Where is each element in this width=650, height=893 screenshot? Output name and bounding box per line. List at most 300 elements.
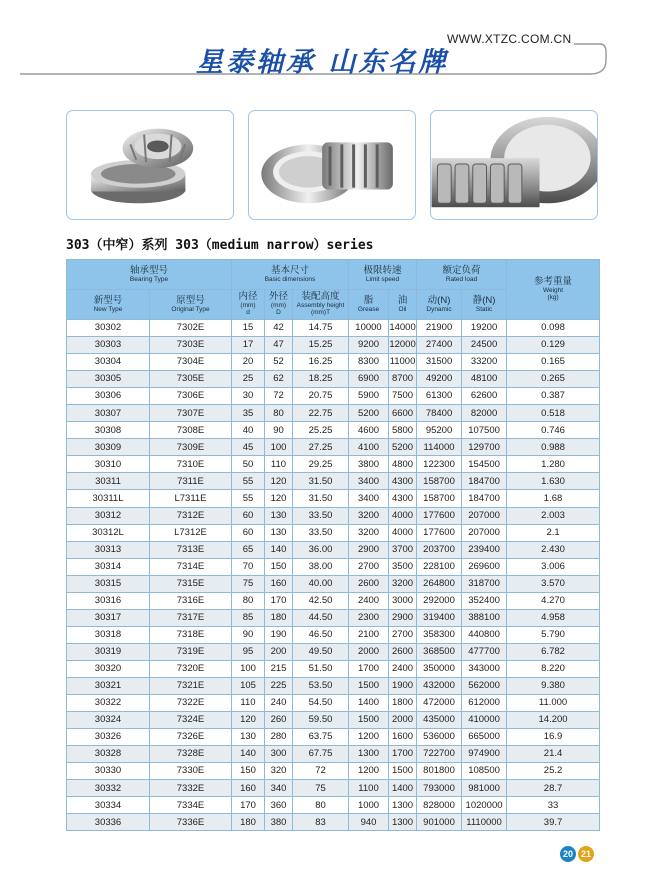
cell-outer-diameter: 360 — [265, 797, 293, 814]
cell-weight: 8.220 — [507, 660, 600, 677]
cell-grease-speed: 10000 — [349, 320, 389, 337]
cell-outer-diameter: 62 — [265, 371, 293, 388]
cell-weight: 0.746 — [507, 422, 600, 439]
cell-oil-speed: 14000 — [389, 320, 417, 337]
cell-dynamic-load: 114000 — [417, 439, 462, 456]
cell-outer-diameter: 42 — [265, 320, 293, 337]
cell-assembly-height: 72 — [293, 763, 349, 780]
cell-original-type: 7336E — [150, 814, 232, 831]
table-row — [67, 592, 600, 609]
cell-inner-diameter: 180 — [232, 814, 265, 831]
cell-new-type: 30326 — [67, 729, 150, 746]
cell-oil-speed: 12000 — [389, 337, 417, 354]
table-row — [67, 541, 600, 558]
cell-static-load: 24500 — [462, 337, 507, 354]
cell-outer-diameter: 130 — [265, 507, 293, 524]
cell-weight: 1.68 — [507, 490, 600, 507]
cell-weight: 4.270 — [507, 592, 600, 609]
brand-title: 星泰轴承 山东名牌 — [196, 47, 449, 78]
cell-new-type: 30324 — [67, 712, 150, 729]
table-row — [67, 422, 600, 439]
cell-oil-speed: 4300 — [389, 490, 417, 507]
table-row — [67, 729, 600, 746]
cell-assembly-height: 80 — [293, 797, 349, 814]
header-limit-speed: 极限转速 Limit speed — [349, 260, 417, 290]
table-row — [67, 439, 600, 456]
cell-static-load: 107500 — [462, 422, 507, 439]
cell-dynamic-load: 78400 — [417, 405, 462, 422]
cell-outer-diameter: 180 — [265, 609, 293, 626]
cell-dynamic-load: 793000 — [417, 780, 462, 797]
table-row — [67, 643, 600, 660]
cell-dynamic-load: 158700 — [417, 473, 462, 490]
cell-outer-diameter: 280 — [265, 729, 293, 746]
cell-grease-speed: 3200 — [349, 507, 389, 524]
cell-assembly-height: 53.50 — [293, 677, 349, 694]
cell-weight: 4.958 — [507, 609, 600, 626]
cell-weight: 2.1 — [507, 524, 600, 541]
cell-dynamic-load: 49200 — [417, 371, 462, 388]
cell-original-type: 7304E — [150, 354, 232, 371]
cell-new-type: 30311L — [67, 490, 150, 507]
cell-assembly-height: 51.50 — [293, 660, 349, 677]
cell-new-type: 30319 — [67, 643, 150, 660]
header-outer-diameter: 外径 (mm) D — [265, 290, 293, 320]
cell-grease-speed: 8300 — [349, 354, 389, 371]
cell-static-load: 352400 — [462, 592, 507, 609]
cell-assembly-height: 31.50 — [293, 490, 349, 507]
cell-outer-diameter: 170 — [265, 592, 293, 609]
table-row — [67, 780, 600, 797]
cell-assembly-height: 49.50 — [293, 643, 349, 660]
cell-outer-diameter: 80 — [265, 405, 293, 422]
cell-outer-diameter: 215 — [265, 660, 293, 677]
table-row — [67, 405, 600, 422]
header-new-type: 新型号 New Type — [67, 290, 150, 320]
table-row — [67, 371, 600, 388]
header-rated-load: 额定负荷 Rated load — [417, 260, 507, 290]
cell-dynamic-load: 901000 — [417, 814, 462, 831]
cell-oil-speed: 5200 — [389, 439, 417, 456]
cell-original-type: 7332E — [150, 780, 232, 797]
cell-outer-diameter: 340 — [265, 780, 293, 797]
cell-inner-diameter: 55 — [232, 490, 265, 507]
cell-grease-speed: 1100 — [349, 780, 389, 797]
cell-oil-speed: 1800 — [389, 695, 417, 712]
cell-new-type: 30320 — [67, 660, 150, 677]
cell-inner-diameter: 70 — [232, 558, 265, 575]
cell-oil-speed: 1700 — [389, 746, 417, 763]
cell-outer-diameter: 260 — [265, 712, 293, 729]
cell-grease-speed: 940 — [349, 814, 389, 831]
cell-inner-diameter: 105 — [232, 677, 265, 694]
cell-inner-diameter: 80 — [232, 592, 265, 609]
cell-new-type: 30308 — [67, 422, 150, 439]
cell-weight: 33 — [507, 797, 600, 814]
cell-grease-speed: 2000 — [349, 643, 389, 660]
cell-inner-diameter: 170 — [232, 797, 265, 814]
cell-dynamic-load: 122300 — [417, 456, 462, 473]
cell-grease-speed: 2700 — [349, 558, 389, 575]
cell-original-type: 7318E — [150, 626, 232, 643]
table-row — [67, 456, 600, 473]
cell-assembly-height: 44.50 — [293, 609, 349, 626]
cell-inner-diameter: 60 — [232, 507, 265, 524]
cell-dynamic-load: 27400 — [417, 337, 462, 354]
cell-original-type: 7314E — [150, 558, 232, 575]
cell-dynamic-load: 435000 — [417, 712, 462, 729]
cell-new-type: 30332 — [67, 780, 150, 797]
cell-oil-speed: 7500 — [389, 388, 417, 405]
cell-outer-diameter: 225 — [265, 677, 293, 694]
cell-dynamic-load: 177600 — [417, 524, 462, 541]
cell-grease-speed: 2400 — [349, 592, 389, 609]
cell-original-type: 7310E — [150, 456, 232, 473]
cell-static-load: 612000 — [462, 695, 507, 712]
cell-oil-speed: 8700 — [389, 371, 417, 388]
cell-assembly-height: 59.50 — [293, 712, 349, 729]
cell-assembly-height: 25.25 — [293, 422, 349, 439]
cell-grease-speed: 3200 — [349, 524, 389, 541]
cell-oil-speed: 6600 — [389, 405, 417, 422]
cell-static-load: 318700 — [462, 575, 507, 592]
cell-new-type: 30316 — [67, 592, 150, 609]
cell-weight: 3.570 — [507, 575, 600, 592]
cell-grease-speed: 4600 — [349, 422, 389, 439]
cell-static-load: 239400 — [462, 541, 507, 558]
bearing-photo-assembled — [66, 110, 234, 220]
cell-new-type: 30311 — [67, 473, 150, 490]
cell-outer-diameter: 120 — [265, 473, 293, 490]
cell-oil-speed: 1300 — [389, 797, 417, 814]
cell-oil-speed: 1600 — [389, 729, 417, 746]
cell-inner-diameter: 40 — [232, 422, 265, 439]
cell-oil-speed: 4000 — [389, 507, 417, 524]
header-assembly-height: 装配高度 Assembly height (mm)T — [293, 290, 349, 320]
table-row — [67, 677, 600, 694]
cell-grease-speed: 1200 — [349, 763, 389, 780]
cell-static-load: 477700 — [462, 643, 507, 660]
cell-grease-speed: 2600 — [349, 575, 389, 592]
cell-assembly-height: 38.00 — [293, 558, 349, 575]
cell-oil-speed: 3700 — [389, 541, 417, 558]
cell-new-type: 30322 — [67, 695, 150, 712]
cell-assembly-height: 31.50 — [293, 473, 349, 490]
cell-weight: 0.988 — [507, 439, 600, 456]
cell-weight: 2.430 — [507, 541, 600, 558]
cell-inner-diameter: 60 — [232, 524, 265, 541]
cell-dynamic-load: 368500 — [417, 643, 462, 660]
cell-outer-diameter: 90 — [265, 422, 293, 439]
cell-oil-speed: 1400 — [389, 780, 417, 797]
cell-inner-diameter: 20 — [232, 354, 265, 371]
cell-static-load: 184700 — [462, 490, 507, 507]
cell-original-type: 7319E — [150, 643, 232, 660]
cell-grease-speed: 1500 — [349, 712, 389, 729]
cell-static-load: 1110000 — [462, 814, 507, 831]
cell-static-load: 33200 — [462, 354, 507, 371]
table-row — [67, 354, 600, 371]
cell-static-load: 19200 — [462, 320, 507, 337]
cell-weight: 1.280 — [507, 456, 600, 473]
cell-inner-diameter: 110 — [232, 695, 265, 712]
cell-outer-diameter: 200 — [265, 643, 293, 660]
cell-grease-speed: 1500 — [349, 677, 389, 694]
cell-static-load: 562000 — [462, 677, 507, 694]
cell-weight: 2.003 — [507, 507, 600, 524]
cell-outer-diameter: 52 — [265, 354, 293, 371]
cell-original-type: 7334E — [150, 797, 232, 814]
cell-weight: 0.098 — [507, 320, 600, 337]
cell-outer-diameter: 190 — [265, 626, 293, 643]
cell-new-type: 30305 — [67, 371, 150, 388]
cell-assembly-height: 46.50 — [293, 626, 349, 643]
website-url: WWW.XTZC.COM.CN — [447, 32, 572, 46]
cell-inner-diameter: 65 — [232, 541, 265, 558]
cell-new-type: 30312L — [67, 524, 150, 541]
cell-outer-diameter: 47 — [265, 337, 293, 354]
cell-weight: 0.165 — [507, 354, 600, 371]
table-row — [67, 660, 600, 677]
cell-assembly-height: 33.50 — [293, 507, 349, 524]
cell-assembly-height: 27.25 — [293, 439, 349, 456]
cell-static-load: 269600 — [462, 558, 507, 575]
cell-oil-speed: 2000 — [389, 712, 417, 729]
cell-weight: 25.2 — [507, 763, 600, 780]
cell-outer-diameter: 320 — [265, 763, 293, 780]
cell-original-type: L7312E — [150, 524, 232, 541]
cell-grease-speed: 1700 — [349, 660, 389, 677]
table-row — [67, 388, 600, 405]
page-number-right: 21 — [578, 846, 594, 862]
table-row — [67, 609, 600, 626]
cell-oil-speed: 4300 — [389, 473, 417, 490]
photo-row — [66, 110, 599, 220]
cell-static-load: 1020000 — [462, 797, 507, 814]
cell-outer-diameter: 120 — [265, 490, 293, 507]
cell-assembly-height: 18.25 — [293, 371, 349, 388]
cell-grease-speed: 5200 — [349, 405, 389, 422]
cell-original-type: 7316E — [150, 592, 232, 609]
cell-grease-speed: 1200 — [349, 729, 389, 746]
cell-static-load: 129700 — [462, 439, 507, 456]
cell-weight: 21.4 — [507, 746, 600, 763]
table-row — [67, 575, 600, 592]
cell-oil-speed: 1500 — [389, 763, 417, 780]
cell-inner-diameter: 15 — [232, 320, 265, 337]
cell-grease-speed: 2300 — [349, 609, 389, 626]
cell-new-type: 30315 — [67, 575, 150, 592]
table-row — [67, 473, 600, 490]
cell-assembly-height: 36.00 — [293, 541, 349, 558]
cell-assembly-height: 54.50 — [293, 695, 349, 712]
header-weight: 参考重量 Weight (kg) — [507, 260, 600, 320]
table-row — [67, 814, 600, 831]
cell-dynamic-load: 350000 — [417, 660, 462, 677]
cell-weight: 14.200 — [507, 712, 600, 729]
header-basic-dimensions: 基本尺寸 Basic dimensions — [232, 260, 349, 290]
header-bearing-type: 轴承型号 Bearing Type — [67, 260, 232, 290]
cell-grease-speed: 1400 — [349, 695, 389, 712]
cell-static-load: 410000 — [462, 712, 507, 729]
cell-grease-speed: 6900 — [349, 371, 389, 388]
cell-inner-diameter: 85 — [232, 609, 265, 626]
table-row — [67, 763, 600, 780]
cell-oil-speed: 2600 — [389, 643, 417, 660]
cell-original-type: 7308E — [150, 422, 232, 439]
cell-new-type: 30313 — [67, 541, 150, 558]
cell-dynamic-load: 177600 — [417, 507, 462, 524]
cell-oil-speed: 2700 — [389, 626, 417, 643]
cell-oil-speed: 3500 — [389, 558, 417, 575]
cell-assembly-height: 16.25 — [293, 354, 349, 371]
cell-oil-speed: 4000 — [389, 524, 417, 541]
cell-assembly-height: 29.25 — [293, 456, 349, 473]
cell-dynamic-load: 472000 — [417, 695, 462, 712]
cell-new-type: 30318 — [67, 626, 150, 643]
cell-original-type: L7311E — [150, 490, 232, 507]
cell-original-type: 7328E — [150, 746, 232, 763]
cell-dynamic-load: 31500 — [417, 354, 462, 371]
cell-grease-speed: 1000 — [349, 797, 389, 814]
cell-new-type: 30309 — [67, 439, 150, 456]
cell-assembly-height: 67.75 — [293, 746, 349, 763]
header-inner-diameter: 内径 (mm) d — [232, 290, 265, 320]
cell-original-type: 7320E — [150, 660, 232, 677]
cell-outer-diameter: 240 — [265, 695, 293, 712]
cell-oil-speed: 3000 — [389, 592, 417, 609]
cell-static-load: 207000 — [462, 507, 507, 524]
cell-new-type: 30317 — [67, 609, 150, 626]
cell-static-load: 343000 — [462, 660, 507, 677]
cell-original-type: 7306E — [150, 388, 232, 405]
cell-grease-speed: 4100 — [349, 439, 389, 456]
cell-oil-speed: 1300 — [389, 814, 417, 831]
cell-dynamic-load: 21900 — [417, 320, 462, 337]
cell-oil-speed: 5800 — [389, 422, 417, 439]
cell-dynamic-load: 292000 — [417, 592, 462, 609]
cell-outer-diameter: 140 — [265, 541, 293, 558]
cell-static-load: 184700 — [462, 473, 507, 490]
cell-weight: 0.129 — [507, 337, 600, 354]
cell-weight: 0.518 — [507, 405, 600, 422]
cell-original-type: 7313E — [150, 541, 232, 558]
table-row — [67, 797, 600, 814]
cell-static-load: 154500 — [462, 456, 507, 473]
cell-outer-diameter: 72 — [265, 388, 293, 405]
cell-inner-diameter: 140 — [232, 746, 265, 763]
cell-original-type: 7315E — [150, 575, 232, 592]
table-row — [67, 524, 600, 541]
cell-weight: 11.000 — [507, 695, 600, 712]
cell-static-load: 440800 — [462, 626, 507, 643]
cell-new-type: 30336 — [67, 814, 150, 831]
cell-assembly-height: 14.75 — [293, 320, 349, 337]
cell-static-load: 108500 — [462, 763, 507, 780]
table-row — [67, 746, 600, 763]
cell-original-type: 7317E — [150, 609, 232, 626]
cell-oil-speed: 1900 — [389, 677, 417, 694]
cell-dynamic-load: 158700 — [417, 490, 462, 507]
cell-original-type: 7302E — [150, 320, 232, 337]
cell-dynamic-load: 228100 — [417, 558, 462, 575]
table-row — [67, 490, 600, 507]
cell-new-type: 30314 — [67, 558, 150, 575]
cell-inner-diameter: 25 — [232, 371, 265, 388]
cell-oil-speed: 2900 — [389, 609, 417, 626]
cell-weight: 1.630 — [507, 473, 600, 490]
cell-original-type: 7330E — [150, 763, 232, 780]
cell-outer-diameter: 130 — [265, 524, 293, 541]
cell-inner-diameter: 100 — [232, 660, 265, 677]
cell-dynamic-load: 61300 — [417, 388, 462, 405]
cell-static-load: 388100 — [462, 609, 507, 626]
cell-original-type: 7321E — [150, 677, 232, 694]
cell-grease-speed: 2900 — [349, 541, 389, 558]
cell-assembly-height: 75 — [293, 780, 349, 797]
cell-weight: 16.9 — [507, 729, 600, 746]
page-number-left: 20 — [560, 846, 576, 862]
cell-assembly-height: 83 — [293, 814, 349, 831]
cell-outer-diameter: 160 — [265, 575, 293, 592]
cell-assembly-height: 20.75 — [293, 388, 349, 405]
cell-weight: 0.387 — [507, 388, 600, 405]
cell-grease-speed: 1300 — [349, 746, 389, 763]
cell-grease-speed: 3400 — [349, 490, 389, 507]
cell-weight: 39.7 — [507, 814, 600, 831]
cell-static-load: 82000 — [462, 405, 507, 422]
cell-inner-diameter: 55 — [232, 473, 265, 490]
cell-new-type: 30303 — [67, 337, 150, 354]
cell-grease-speed: 9200 — [349, 337, 389, 354]
specification-table — [66, 259, 600, 831]
header-static-load: 静(N) Static — [462, 290, 507, 320]
cell-static-load: 62600 — [462, 388, 507, 405]
cell-inner-diameter: 17 — [232, 337, 265, 354]
header-original-type: 原型号 Original Type — [150, 290, 232, 320]
cell-outer-diameter: 100 — [265, 439, 293, 456]
cell-inner-diameter: 45 — [232, 439, 265, 456]
cell-outer-diameter: 110 — [265, 456, 293, 473]
cell-new-type: 30310 — [67, 456, 150, 473]
table-row — [67, 320, 600, 337]
cell-grease-speed: 2100 — [349, 626, 389, 643]
cell-oil-speed: 2400 — [389, 660, 417, 677]
table-row — [67, 712, 600, 729]
cell-original-type: 7311E — [150, 473, 232, 490]
cell-weight: 3.006 — [507, 558, 600, 575]
table-row — [67, 337, 600, 354]
cell-inner-diameter: 95 — [232, 643, 265, 660]
cell-weight: 9.380 — [507, 677, 600, 694]
bearing-photo-cup-and-cone — [248, 110, 416, 220]
cell-dynamic-load: 722700 — [417, 746, 462, 763]
cell-assembly-height: 63.75 — [293, 729, 349, 746]
cell-original-type: 7307E — [150, 405, 232, 422]
cell-dynamic-load: 264800 — [417, 575, 462, 592]
cell-inner-diameter: 150 — [232, 763, 265, 780]
cell-original-type: 7326E — [150, 729, 232, 746]
cell-oil-speed: 11000 — [389, 354, 417, 371]
cell-original-type: 7303E — [150, 337, 232, 354]
cell-inner-diameter: 50 — [232, 456, 265, 473]
table-row — [67, 626, 600, 643]
cell-new-type: 30306 — [67, 388, 150, 405]
cell-assembly-height: 42.50 — [293, 592, 349, 609]
cell-oil-speed: 4800 — [389, 456, 417, 473]
cell-new-type: 30334 — [67, 797, 150, 814]
header-dynamic-load: 动(N) Dynamic — [417, 290, 462, 320]
